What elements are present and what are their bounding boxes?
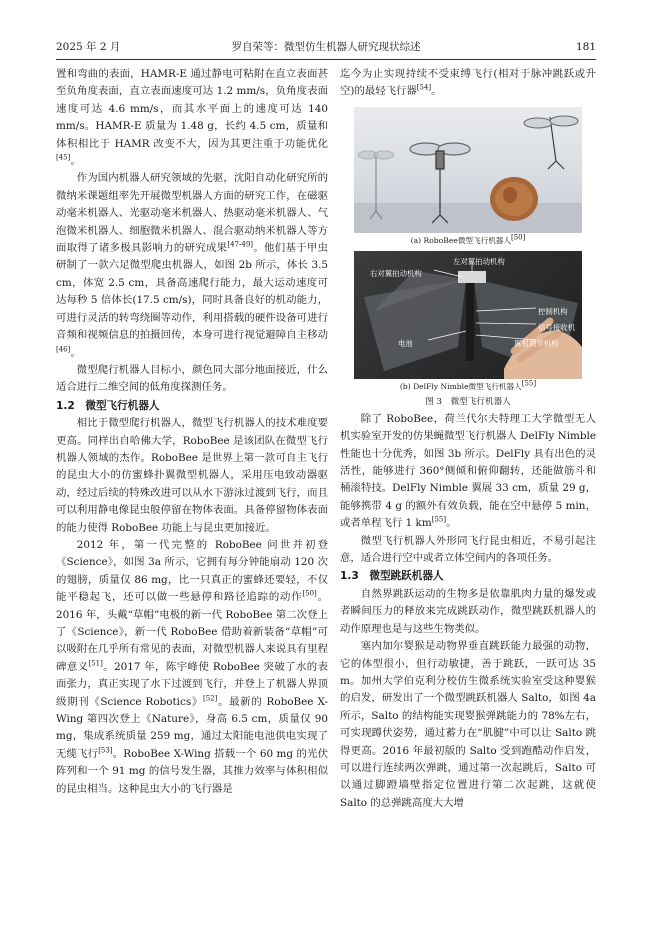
paragraph-robobee-history: 2012 年，第一代完整的 RoboBee 问世并初登《Science》，如图 3a 所示，它拥有每分钟能扇动 120 次的翅膀，质量仅 86 mg，比一只真正的蜜蜂还要轻，不仅能平稳起飞，还可以做一些悬停和路径追踪的动作[50]。2016 年，头戴“草帽”电极的新一代 RoboBee 第二次登上了《Science》，新一代 RoboBee 借助着新装备“草帽”可以吸附在几乎所有常见的表面，对微型机器人来说具有里程碑意义[51]。2017 年，陈宇峰使 RoboBee 突破了水的表面张力，真正实现了水下过渡到飞行，并登上了机器人界顶级期刊《Science Robotics》[52]。最新的 RoboBee X-Wing 第四次登上《Nature》，身高 6.5 cm，质量仅 90 mg，集成系统质量 259 mg，通过太阳能电池供电实现了无缆飞行[53]。RoboBee X-Wing 搭载一个 60 mg 的光伏阵列和一个 91 mg 的信号发生器，其推力效率与体积相似的昆虫相当。这种昆虫大小的飞行器是	[56, 538, 328, 795]
right-column	[340, 66, 596, 812]
citation: [51]	[88, 659, 103, 668]
left-column	[56, 66, 328, 798]
citation: [55]	[521, 379, 537, 388]
paragraph-lightest-flyer: 迄今为止实现持续不受束缚飞行(相对于脉冲跳跃或升空)的最轻飞行器[54]。	[340, 68, 596, 98]
robobee-photo	[354, 107, 582, 233]
section-heading-1-3: 1.3 微型跳跃机器人	[340, 570, 444, 583]
citation: [53]	[98, 746, 113, 755]
paragraph-shenyang: 作为国内机器人研究领域的先驱，沈阳自动化研究所的微纳米课题组率先开展微型机器人方面的研究工作，在磁驱动毫米机器人、光驱动毫米机器人、热驱动毫米机器人、气泡微米机器人、细胞微米机器人、混合驱动纳米机器人等方面取得了诸多极具影响力的研究成果[47-49]。他们基于甲虫研制了一款六足微型爬虫机器人，如图 2b 所示，体长 3.5 cm，体宽 2.5 cm，具备高速爬行能力，最大运动速度可达每秒 5 倍体长(17.5 cm/s)，同时具备良好的机动能力，可进行灵活的转弯绕圈等动作，利用搭载的硬件设备可进行音频和视频信息的拍摄回传，本身可进行视觉避障自主移动[46]。	[56, 172, 329, 359]
citation: [54]	[416, 83, 432, 92]
figure-3	[354, 107, 582, 409]
page-header	[56, 38, 596, 56]
citation: [45]	[56, 153, 71, 162]
citation: [50]	[510, 233, 526, 242]
header-title: 罗自荣等：微型仿生机器人研究现状综述	[231, 41, 421, 53]
figure-3a-caption: (a) RoboBee微型飞行机器人[50]	[410, 233, 526, 245]
header-date: 2025 年 2 月	[56, 41, 121, 53]
header-rule	[56, 59, 596, 60]
paragraph-robobee-intro: 相比于微型爬行机器人，微型飞行机器人的技术难度要更高。同样出自哈佛大学，RoboBee 是该团队在微型飞行机器人领域的杰作。RoboBee 是世界上第一款可自主飞行的昆虫大小的仿蜜蜂扑翼微型机器人，采用压电致动器驱动，经过后续的特殊改进可以从水下游泳过渡到飞行，而且可以利用静电像昆虫般停留在物体表面。具备停留物体表面的能力使得 RoboBee 功能上与昆虫更加接近。	[56, 417, 328, 534]
delfly-photo	[354, 251, 582, 379]
figure-3-caption: 图 3 微型飞行机器人	[425, 396, 511, 407]
label-wing-root-mechanism: 翼根调节机构	[514, 338, 559, 348]
figure-3b-caption: (b) DelFly Nimble微型飞行机器人[55]	[399, 379, 537, 391]
paragraph-hamr-e: 置和弯曲的表面，HAMR-E 通过静电可粘附在直立表面甚至负角度表面，直立表面速度可达 1.2 mm/s，负角度表面速度可达 4.6 mm/s，而其水平面上的速度可达 140 mm/s。HAMR-E 质量为 1.48 g，长约 4.5 cm，质量和体积相比于 HAMR 改变不大，因为其更注重于功能优化[45]。	[56, 68, 328, 168]
paragraph-delfly: 除了 RoboBee，荷兰代尔夫特理工大学微型无人机实验室开发的仿果蝇微型飞行机器人 DelFly Nimble 性能也十分优秀，如图 3b 所示。DelFly 具有出色的灵活性，能够进行 360°侧倾和俯仰翻转，还能做筋斗和桶滚特技。DelFly Nimble 翼展 33 cm，质量 29 g，能够携带 4 g 的额外有效负载，能在空中悬停 5 min，或者单程飞行 1 km[55]。	[340, 412, 596, 530]
citation: [47-49]	[227, 240, 254, 249]
citation: [50]	[302, 589, 317, 598]
robobee-photo-illustration	[354, 107, 582, 233]
label-battery: 电池	[398, 338, 413, 348]
citation: [55]	[431, 515, 447, 524]
label-right-wing-mechanism: 右对翼拍动机构	[370, 268, 422, 278]
paragraph-salto: 塞内加尔婴猴是动物界垂直跳跃能力最强的动物，它的体型很小，但行动敏捷，善于跳跃，一跃可达 35 m。加州大学伯克利分校仿生微系统实验室受这种婴猴的启发，研发出了一个微型跳跃机器人 Salto，如图 4a 所示，Salto 的结构能实现婴猴弹跳能力的 78%左右，可实现蹲伏姿势，通过蓄力在“肌腱”中可以让 Salto 跳得更高。2016 年最初版的 Salto 受到跑酷动作启发，可以进行连续两次弹跳，通过第一次起跳后，Salto 可以通过脚蹬墙壁指定位置进行第二次起跳，这就使 Salto 的总弹跳高度大大增	[340, 640, 596, 809]
citation: [52]	[202, 694, 218, 703]
paragraph-crawler-summary: 微型爬行机器人目标小，颜色同大部分地面接近，什么适合进行二维空间的低角度探测任务。	[56, 363, 328, 394]
paragraph-flyer-summary: 微型飞行机器人外形同飞行昆虫相近，不易引起注意，适合进行空中或者立体空间内的各项任务。	[340, 534, 596, 565]
label-signal-receiver: 信号接收机	[538, 322, 575, 332]
section-heading-1-2: 1.2 微型飞行机器人	[56, 399, 160, 412]
label-control-mechanism: 控制机构	[538, 306, 568, 316]
label-left-wing-mechanism: 左对翼拍动机构	[453, 256, 505, 266]
citation: [46]	[56, 345, 71, 354]
paragraph-jumping-intro: 自然界跳跃运动的生物多是依靠肌肉力量的爆发或者瞬间压力的释放来完成跳跃动作，微型跳跃机器人的动作原理也是与这些生物类似。	[340, 587, 596, 635]
header-page-number: 181	[575, 41, 596, 53]
